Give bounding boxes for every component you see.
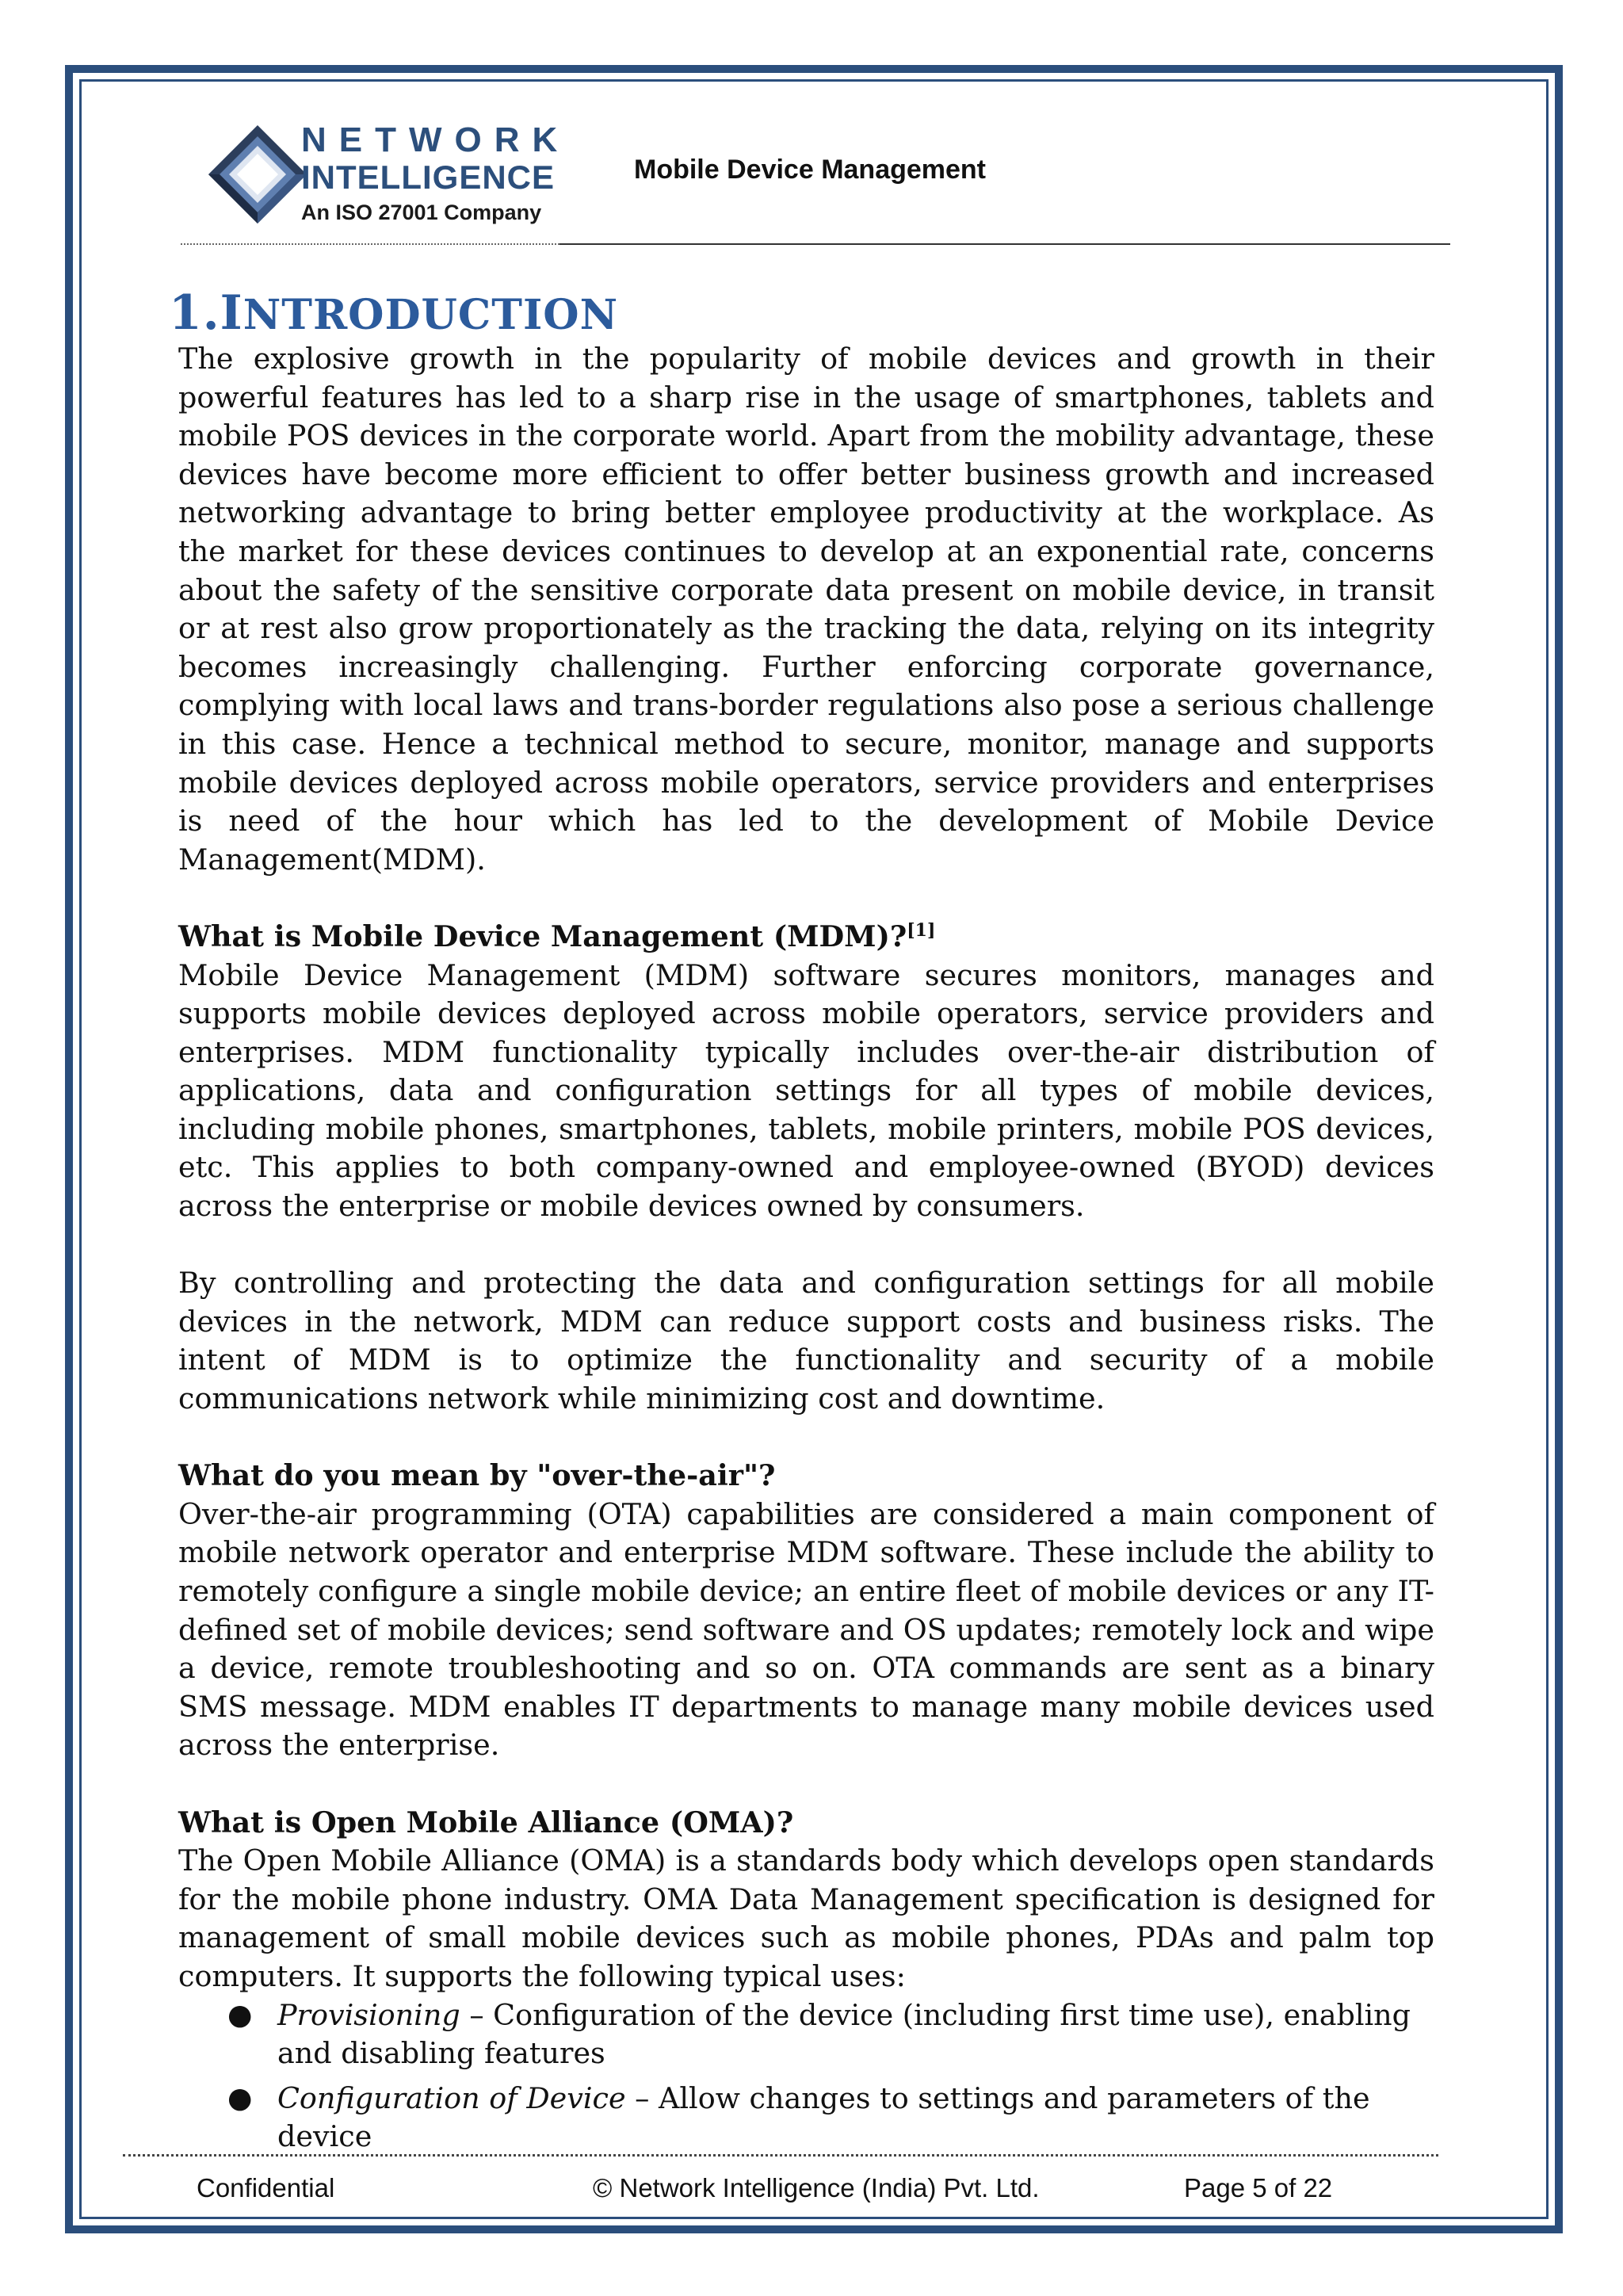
footer-page-number: Page 5 of 22 xyxy=(1184,2173,1333,2202)
mdm-heading-text: What is Mobile Device Management (MDM)? xyxy=(178,919,907,953)
list-item-term: Configuration of Device xyxy=(277,2080,626,2115)
oma-paragraph: The Open Mobile Alliance (OMA) is a standards body which develops open standards for the mobile phone industry. OMA Data Management specification is designed for management of small mobile devices such as mobile phones, PDAs and palm top computers. It supports the following typical uses: xyxy=(178,1843,1434,1993)
mdm-reference: [1] xyxy=(907,919,936,941)
footer-copyright: © Network Intelligence (India) Pvt. Ltd. xyxy=(593,2173,1040,2202)
page-content xyxy=(169,285,1434,2163)
oma-uses-list xyxy=(178,1996,1434,2157)
list-item-text: – Allow changes to settings and parameters of the device xyxy=(277,2080,1370,2154)
document-title: Mobile Device Management xyxy=(634,155,987,185)
header-divider-dotted xyxy=(181,243,559,245)
list-item xyxy=(178,2080,1434,2157)
bullet-icon: ● xyxy=(227,1998,253,2031)
footer-divider xyxy=(123,2154,1438,2157)
ota-paragraph: Over-the-air programming (OTA) capabilities are considered a main component of mobile network operator and enterprise MDM software. These include the ability to remotely configure a single mobile device; an entire fleet of mobile devices or any IT-defined set of mobile devices; send software and OS updates; remotely lock and wipe a device, remote troubleshooting and so on. OTA commands are sent as a binary SMS message. MDM enables IT departments to manage many mobile devices used across the enterprise. xyxy=(178,1496,1434,1763)
section-title-initial: I xyxy=(220,285,243,341)
mdm-heading xyxy=(178,918,1434,957)
logo-line-network: NETWORK xyxy=(301,120,571,159)
logo-text xyxy=(301,121,570,226)
ota-heading: What do you mean by "over-the-air"? xyxy=(178,1458,776,1493)
bullet-icon: ● xyxy=(227,2081,253,2115)
logo-line-intelligence: INTELLIGENCE xyxy=(301,159,556,196)
section-heading xyxy=(169,285,1434,343)
list-item xyxy=(178,1996,1434,2073)
mdm-paragraph-1: Mobile Device Management (MDM) software secures monitors, manages and supports mobile devices deployed across mobile operators, service providers and enterprises. MDM functionality typically includes over-the-air distribution of applications, data and configuration settings for all types of mobile devices, including mobile phones, smartphones, tablets, mobile printers, mobile POS devices, etc. This applies to both company-owned and employee-owned (BYOD) devices across the enterprise or mobile devices owned by consumers. xyxy=(178,957,1434,1224)
list-item-text: – Configuration of the device (including first time use), enabling and disabling features xyxy=(277,1997,1411,2071)
oma-heading: What is Open Mobile Alliance (OMA)? xyxy=(178,1805,794,1839)
section-number: 1. xyxy=(169,285,220,341)
intro-paragraph: The explosive growth in the popularity of mobile devices and growth in their powerful features has led to a sharp rise in the usage of smartphones, tablets and mobile POS devices in the corporate world. Apart from the mobility advantage, these devices have become more efficient to offer better business growth and increased networking advantage to bring better employee productivity at the workplace. As the market for these devices continues to develop at an exponential rate, concerns about the safety of the sensitive corporate data present on mobile device, in transit or at rest also grow proportionately as the tracking the data, relying on its integrity becomes increasingly challenging. Further enforcing corporate governance, complying with local laws and trans-border regulations also pose a serious challenge in this case. Hence a technical method to secure, monitor, manage and supports mobile devices deployed across mobile operators, service providers and enterprises is need of the hour which has led to the development of Mobile Device Management(MDM). xyxy=(178,342,1434,877)
page-header xyxy=(182,115,1450,250)
list-item-term: Provisioning xyxy=(277,1997,460,2032)
header-divider-solid xyxy=(559,243,1450,245)
logo-line-iso: An ISO 27001 Company xyxy=(301,201,542,224)
network-intelligence-logo-icon xyxy=(202,119,313,230)
section-title-rest: NTRODUCTION xyxy=(242,291,619,339)
mdm-paragraph-2: By controlling and protecting the data and configuration settings for all mobile devices in the network, MDM can reduce support costs and business risks. The intent of MDM is to optimize the functionality and security of a mobile communications network while minimizing cost and downtime. xyxy=(178,1266,1434,1416)
footer-confidential: Confidential xyxy=(197,2173,335,2202)
